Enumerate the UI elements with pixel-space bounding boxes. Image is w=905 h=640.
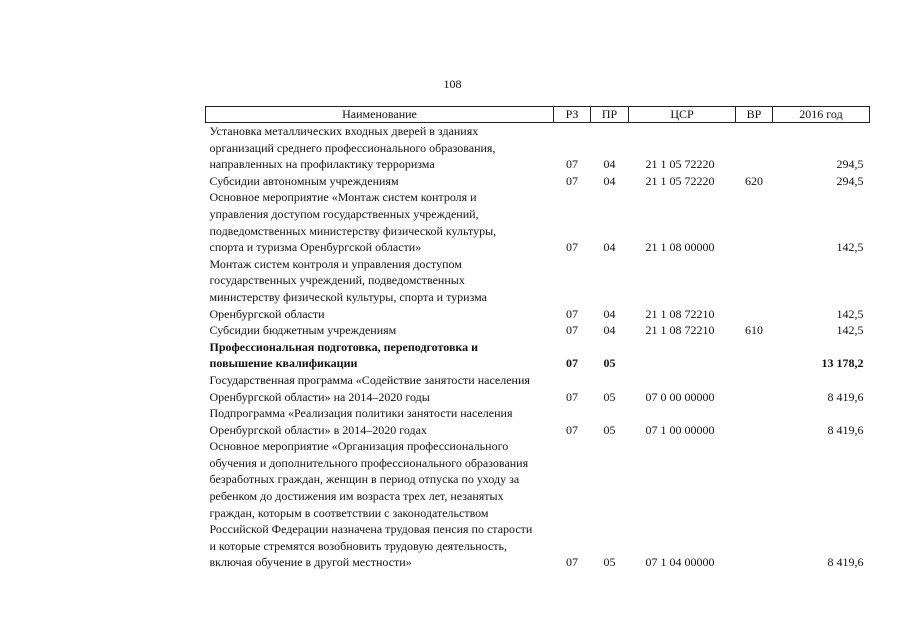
row-name (206, 189, 554, 255)
table-row (206, 123, 870, 173)
row-rz: 07 (566, 389, 578, 404)
row-name-line: Установка металлических входных дверей в зданиях (209, 124, 479, 138)
row-rz: 07 (566, 555, 578, 570)
header-rz: РЗ (554, 107, 591, 123)
row-name-line: включая обучение в другой местности» (209, 555, 412, 570)
row-amount: 8 419,6 (827, 389, 864, 404)
row-amount: 294,5 (836, 157, 864, 172)
row-amount: 13 178,2 (821, 356, 864, 371)
row-name-line: Субсидии бюджетным учреждениям (209, 323, 397, 338)
row-name-line: повышение квалификации (209, 356, 358, 371)
row-name (206, 339, 554, 372)
row-amount: 142,5 (836, 306, 864, 321)
row-name-line: Оренбургской области» в 2014–2020 годах (209, 422, 427, 437)
table-row (206, 438, 870, 571)
table-header (206, 107, 870, 123)
row-name (206, 173, 554, 190)
row-name (206, 322, 554, 339)
row-name-line: управления доступом государственных учреждений, (209, 206, 479, 221)
row-rz: 07 (566, 356, 578, 371)
row-name-line: направленных на профилактику терроризма (209, 157, 435, 172)
row-csr: 21 1 05 72220 (645, 157, 715, 172)
table-row (206, 189, 870, 255)
row-name-line: граждан, которым в соответствии с законодательством (209, 505, 489, 520)
budget-table (205, 106, 870, 571)
table-row (206, 322, 870, 339)
row-csr: 07 0 00 00000 (645, 389, 715, 404)
row-name-line: Основное мероприятие «Организация профессионального (209, 439, 509, 454)
row-rz: 07 (566, 323, 578, 338)
page-number: 108 (443, 77, 462, 91)
row-rz: 07 (566, 422, 578, 437)
row-name (206, 372, 554, 405)
row-rz: 07 (566, 306, 578, 321)
row-vr: 610 (745, 323, 763, 338)
row-amount: 8 419,6 (827, 555, 864, 570)
row-name-line: Российской Федерации назначена трудовая пенсия по старости (209, 522, 533, 537)
table-body (206, 123, 870, 572)
table-row (206, 372, 870, 405)
table-row (206, 405, 870, 438)
row-vr (736, 405, 773, 438)
row-pr: 05 (603, 389, 616, 404)
row-name-line: обучения и дополнительного профессионального образования (209, 455, 529, 470)
row-name-line: спорта и туризма Оренбургской области» (209, 240, 422, 255)
row-name-line: организаций среднего профессионального образования, (209, 140, 496, 155)
row-name (206, 405, 554, 438)
row-name-line: государственных учреждений, подведомственных (209, 273, 465, 288)
row-vr (736, 189, 773, 255)
row-amount: 142,5 (836, 323, 864, 338)
row-pr: 04 (603, 323, 616, 338)
row-csr: 07 1 04 00000 (645, 555, 715, 570)
header-pr: ПР (591, 107, 629, 123)
row-pr: 04 (603, 306, 616, 321)
table-row (206, 256, 870, 322)
row-name (206, 123, 554, 173)
row-vr (736, 438, 773, 571)
row-name (206, 256, 554, 322)
row-name-line: Государственная программа «Содействие занятости населения (209, 372, 530, 387)
row-pr: 05 (603, 555, 616, 570)
row-vr (736, 256, 773, 322)
table-row (206, 173, 870, 190)
row-name-line: безработных граждан, женщин в период отпуска по уходу за (209, 472, 520, 487)
row-vr (736, 339, 773, 372)
row-name-line: Основное мероприятие «Монтаж систем контроля и (209, 190, 477, 205)
row-rz: 07 (566, 173, 578, 188)
row-name-line: Подпрограмма «Реализация политики занятости населения (209, 406, 513, 421)
row-pr: 05 (603, 422, 616, 437)
row-rz: 07 (566, 240, 578, 255)
row-name-line: и которые стремятся возобновить трудовую деятельность, (209, 538, 507, 553)
row-name-line: Оренбургской области» на 2014–2020 годы (209, 389, 430, 404)
row-name-line: ребенком до достижения им возраста трех лет, незанятых (209, 489, 504, 504)
header-year: 2016 год (773, 107, 870, 123)
row-csr: 21 1 08 72210 (645, 323, 715, 338)
row-vr: 620 (745, 173, 763, 188)
row-csr (629, 339, 736, 372)
row-name-line: Профессиональная подготовка, переподготовка и (209, 339, 479, 354)
row-csr: 07 1 00 00000 (645, 422, 715, 437)
row-vr (736, 123, 773, 173)
row-name-line: подведомственных министерству физической культуры, (209, 223, 497, 238)
row-csr: 21 1 08 72210 (645, 306, 715, 321)
row-pr: 05 (603, 356, 616, 371)
row-csr: 21 1 05 72220 (645, 173, 715, 188)
row-pr: 04 (603, 173, 616, 188)
row-vr (736, 372, 773, 405)
header-name: Наименование (206, 107, 554, 123)
row-name-line: Монтаж систем контроля и управления доступом (209, 256, 462, 271)
row-amount: 142,5 (836, 240, 864, 255)
row-amount: 294,5 (836, 173, 864, 188)
row-name-line: Субсидии автономным учреждениям (209, 173, 399, 188)
header-csr: ЦСР (629, 107, 736, 123)
table-row (206, 339, 870, 372)
row-name (206, 438, 554, 571)
row-pr: 04 (603, 157, 616, 172)
row-amount: 8 419,6 (827, 422, 864, 437)
row-name-line: Оренбургской области (209, 306, 325, 321)
row-name-line: министерству физической культуры, спорта и туризма (209, 289, 487, 304)
row-rz: 07 (566, 157, 578, 172)
row-pr: 04 (603, 240, 616, 255)
header-vr: ВР (736, 107, 773, 123)
row-csr: 21 1 08 00000 (645, 240, 715, 255)
